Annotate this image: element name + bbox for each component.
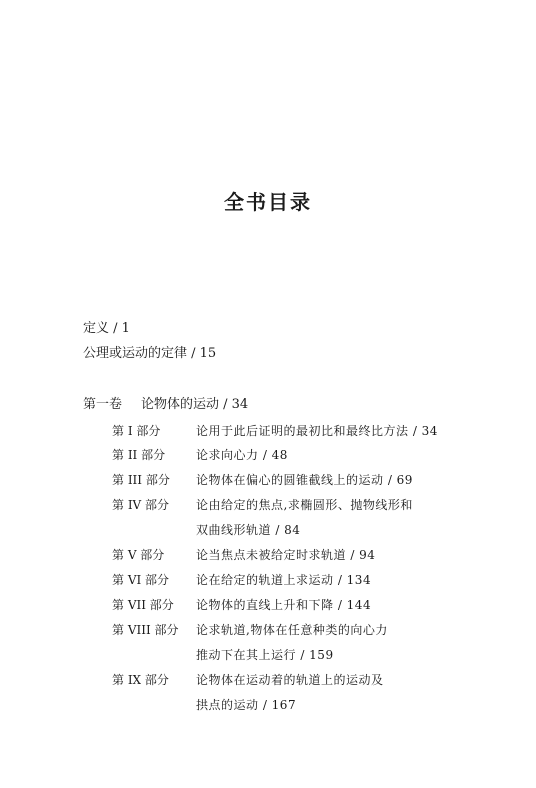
toc-part-2[interactable]: 论求向心力 / 48 [196, 448, 288, 462]
toc-part-label-5: 第 V 部分 [112, 548, 165, 562]
toc-part-label-6: 第 VI 部分 [112, 573, 170, 587]
toc-part-4-line-1[interactable]: 论由给定的焦点,求椭圆形、抛物线形和 [196, 498, 413, 512]
volume-title: 论物体的运动 / 34 [141, 397, 249, 412]
toc-part-8-line-1[interactable]: 论求轨道,物体在任意种类的向心力 [196, 623, 388, 637]
toc-part-5[interactable]: 论当焦点未被给定时求轨道 / 94 [196, 548, 376, 562]
toc-part-1[interactable]: 论用于此后证明的最初比和最终比方法 / 34 [196, 424, 438, 438]
toc-entry-definitions[interactable]: 定义 / 1 [83, 321, 130, 336]
toc-part-label-7: 第 VII 部分 [112, 598, 174, 612]
toc-part-4-line-2[interactable]: 双曲线形轨道 / 84 [196, 523, 301, 537]
toc-entry-axioms[interactable]: 公理或运动的定律 / 15 [83, 346, 217, 361]
toc-part-6[interactable]: 论在给定的轨道上求运动 / 134 [196, 573, 372, 587]
volume-label: 第一卷 [83, 397, 123, 412]
page-title: 全书目录 [224, 190, 312, 214]
toc-part-label-1: 第 I 部分 [112, 424, 161, 438]
toc-part-9-line-2[interactable]: 拱点的运动 / 167 [196, 698, 297, 712]
toc-part-7[interactable]: 论物体的直线上升和下降 / 144 [196, 598, 372, 612]
toc-part-8-line-2[interactable]: 推动下在其上运行 / 159 [196, 648, 334, 662]
toc-part-9-line-1[interactable]: 论物体在运动着的轨道上的运动及 [196, 673, 384, 687]
toc-part-label-3: 第 III 部分 [112, 473, 170, 487]
toc-part-label-8: 第 VIII 部分 [112, 623, 179, 637]
toc-volume-1[interactable] [83, 396, 248, 414]
toc-part-label-9: 第 IX 部分 [112, 673, 169, 687]
toc-part-label-4: 第 IV 部分 [112, 498, 170, 512]
toc-part-3[interactable]: 论物体在偏心的圆锥截线上的运动 / 69 [196, 473, 413, 487]
toc-part-label-2: 第 II 部分 [112, 448, 166, 462]
